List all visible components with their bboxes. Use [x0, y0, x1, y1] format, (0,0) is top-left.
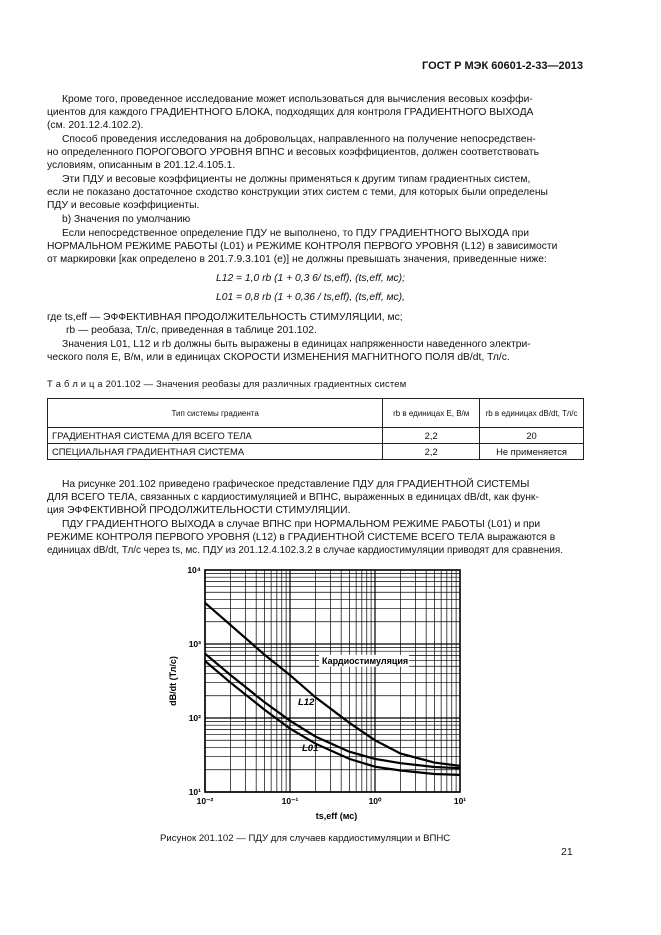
document-code: ГОСТ Р МЭК 60601-2-33—2013	[422, 60, 583, 72]
y-tick-label: 10²	[188, 713, 201, 723]
subsection-title: b) Значения по умолчанию	[62, 214, 191, 225]
table-row	[48, 428, 584, 444]
table-cell: 20	[480, 428, 584, 444]
x-tick-label: 10¹	[453, 796, 467, 806]
paragraph-line: На рисунке 201.102 приведено графическое представление ПДУ для ГРАДИЕНТНОЙ СИСТЕМЫ	[62, 479, 530, 490]
paragraph-line: Кроме того, проведенное исследование может использоваться для вычисления весовых коэффи-	[62, 94, 533, 105]
paragraph-line: Эти ПДУ и весовые коэффициенты не должны применяться к другим типам градиентных систем,	[62, 174, 531, 185]
table-cell: 2,2	[383, 444, 480, 460]
table-cell: 2,2	[383, 428, 480, 444]
paragraph-line: единицах dB/dt, Тл/с через ts, мс. ПДУ из 201.12.4.102.3.2 в случае кардиостимуляции приводят для сравнения.	[47, 545, 563, 556]
paragraph-line: Способ проведения исследования на добровольцах, направленного на получение непосредствен-	[62, 134, 536, 145]
paragraph-line: (см. 201.12.4.102.2).	[47, 120, 144, 131]
series-label-cardiac: Кардиостимуляция	[322, 655, 409, 666]
rheobase-table	[47, 398, 584, 460]
y-tick-label: 10¹	[188, 787, 201, 797]
table-header-cell: rb в единицах dB/dt, Тл/с	[480, 399, 584, 428]
formula-l01: L01 = 0,8 rb (1 + 0,36 / ts,eff), (ts,eff, мс),	[216, 292, 405, 303]
table-cell: ГРАДИЕНТНАЯ СИСТЕМА ДЛЯ ВСЕГО ТЕЛА	[48, 428, 383, 444]
table-header-cell: Тип системы градиента	[48, 399, 383, 428]
table-row	[48, 444, 584, 460]
paragraph-line: Значения L01, L12 и rb должны быть выражены в единицах напряженности наведенного электри-	[62, 339, 531, 350]
paragraph-line: РЕЖИМЕ КОНТРОЛЯ ПЕРВОГО УРОВНЯ (L12) в ГРАДИЕНТНОЙ СИСТЕМЕ ВСЕГО ТЕЛА выражаются в	[47, 532, 556, 543]
paragraph-line: циентов для каждого ГРАДИЕНТНОГО БЛОКА, подходящих для контроля ГРАДИЕНТНОГО ВЫХОДА	[47, 107, 534, 118]
chart-ylabel: dB/dt (Тл/с)	[168, 656, 178, 706]
x-tick-label: 10⁻¹	[281, 796, 299, 806]
table-cell: СПЕЦИАЛЬНАЯ ГРАДИЕНТНАЯ СИСТЕМА	[48, 444, 383, 460]
where-line: где ts,eff — ЭФФЕКТИВНАЯ ПРОДОЛЖИТЕЛЬНОСТЬ СТИМУЛЯЦИИ, мс;	[47, 312, 403, 323]
table-header-row	[48, 399, 584, 428]
paragraph-line: Если непосредственное определение ПДУ не выполнено, то ПДУ ГРАДИЕНТНОГО ВЫХОДА при	[62, 228, 529, 239]
paragraph-line: ДЛЯ ВСЕГО ТЕЛА, связанных с кардиостимуляцией и ВПНС, выраженных в единицах dB/dt, как функ-	[47, 492, 539, 503]
series-label-l12: L12	[298, 696, 315, 708]
y-tick-label: 10⁴	[187, 565, 201, 575]
y-tick-label: 10³	[188, 639, 201, 649]
chart-xlabel: ts,eff (мс)	[315, 811, 358, 821]
where-line: rb — реобаза, Тл/с, приведенная в таблице 201.102.	[66, 325, 317, 336]
series-label-l01: L01	[302, 742, 319, 754]
paragraph-line: ция ЭФФЕКТИВНОЙ ПРОДОЛЖИТЕЛЬНОСТИ СТИМУЛЯЦИИ.	[47, 505, 351, 516]
page-number: 21	[561, 846, 573, 858]
figure-caption: Рисунок 201.102 — ПДУ для случаев кардиостимуляции и ВПНС	[160, 833, 451, 844]
paragraph-line: ческого поля E, В/м, или в единицах СКОРОСТИ ИЗМЕНЕНИЯ МАГНИТНОГО ПОЛЯ dB/dt, Тл/с.	[47, 352, 510, 363]
pns-limit-chart	[160, 560, 490, 825]
paragraph-line: от маркировки [как определено в 201.7.9.3.101 (e)] не должны превышать значения, приведенные ниже:	[47, 254, 547, 265]
paragraph-line: НОРМАЛЬНОМ РЕЖИМЕ РАБОТЫ (L01) и РЕЖИМЕ КОНТРОЛЯ ПЕРВОГО УРОВНЯ (L12) в зависимости	[47, 241, 558, 252]
table-header-cell: rb в единицах E, В/м	[383, 399, 480, 428]
table-cell: Не применяется	[480, 444, 584, 460]
paragraph-line: но определенного ПОРОГОВОГО УРОВНЯ ВПНС и весовых коэффициентов, должен соответствовать	[47, 147, 539, 158]
x-tick-label: 10⁰	[368, 796, 382, 806]
paragraph-line: если не показано достаточное сходство конструкции этих систем с теми, для которых были определены	[47, 187, 548, 198]
paragraph-line: ПДУ и весовые коэффициенты.	[47, 200, 200, 211]
formula-l12: L12 = 1,0 rb (1 + 0,3 6/ ts,eff), (ts,eff, мс);	[216, 273, 405, 284]
table-caption: Т а б л и ц а 201.102 — Значения реобазы для различных градиентных систем	[47, 378, 407, 389]
paragraph-line: условиям, описанным в 201.12.4.105.1.	[47, 160, 236, 171]
paragraph-line: ПДУ ГРАДИЕНТНОГО ВЫХОДА в случае ВПНС при НОРМАЛЬНОМ РЕЖИМЕ РАБОТЫ (L01) и при	[62, 519, 541, 530]
x-tick-label: 10⁻²	[196, 796, 214, 806]
